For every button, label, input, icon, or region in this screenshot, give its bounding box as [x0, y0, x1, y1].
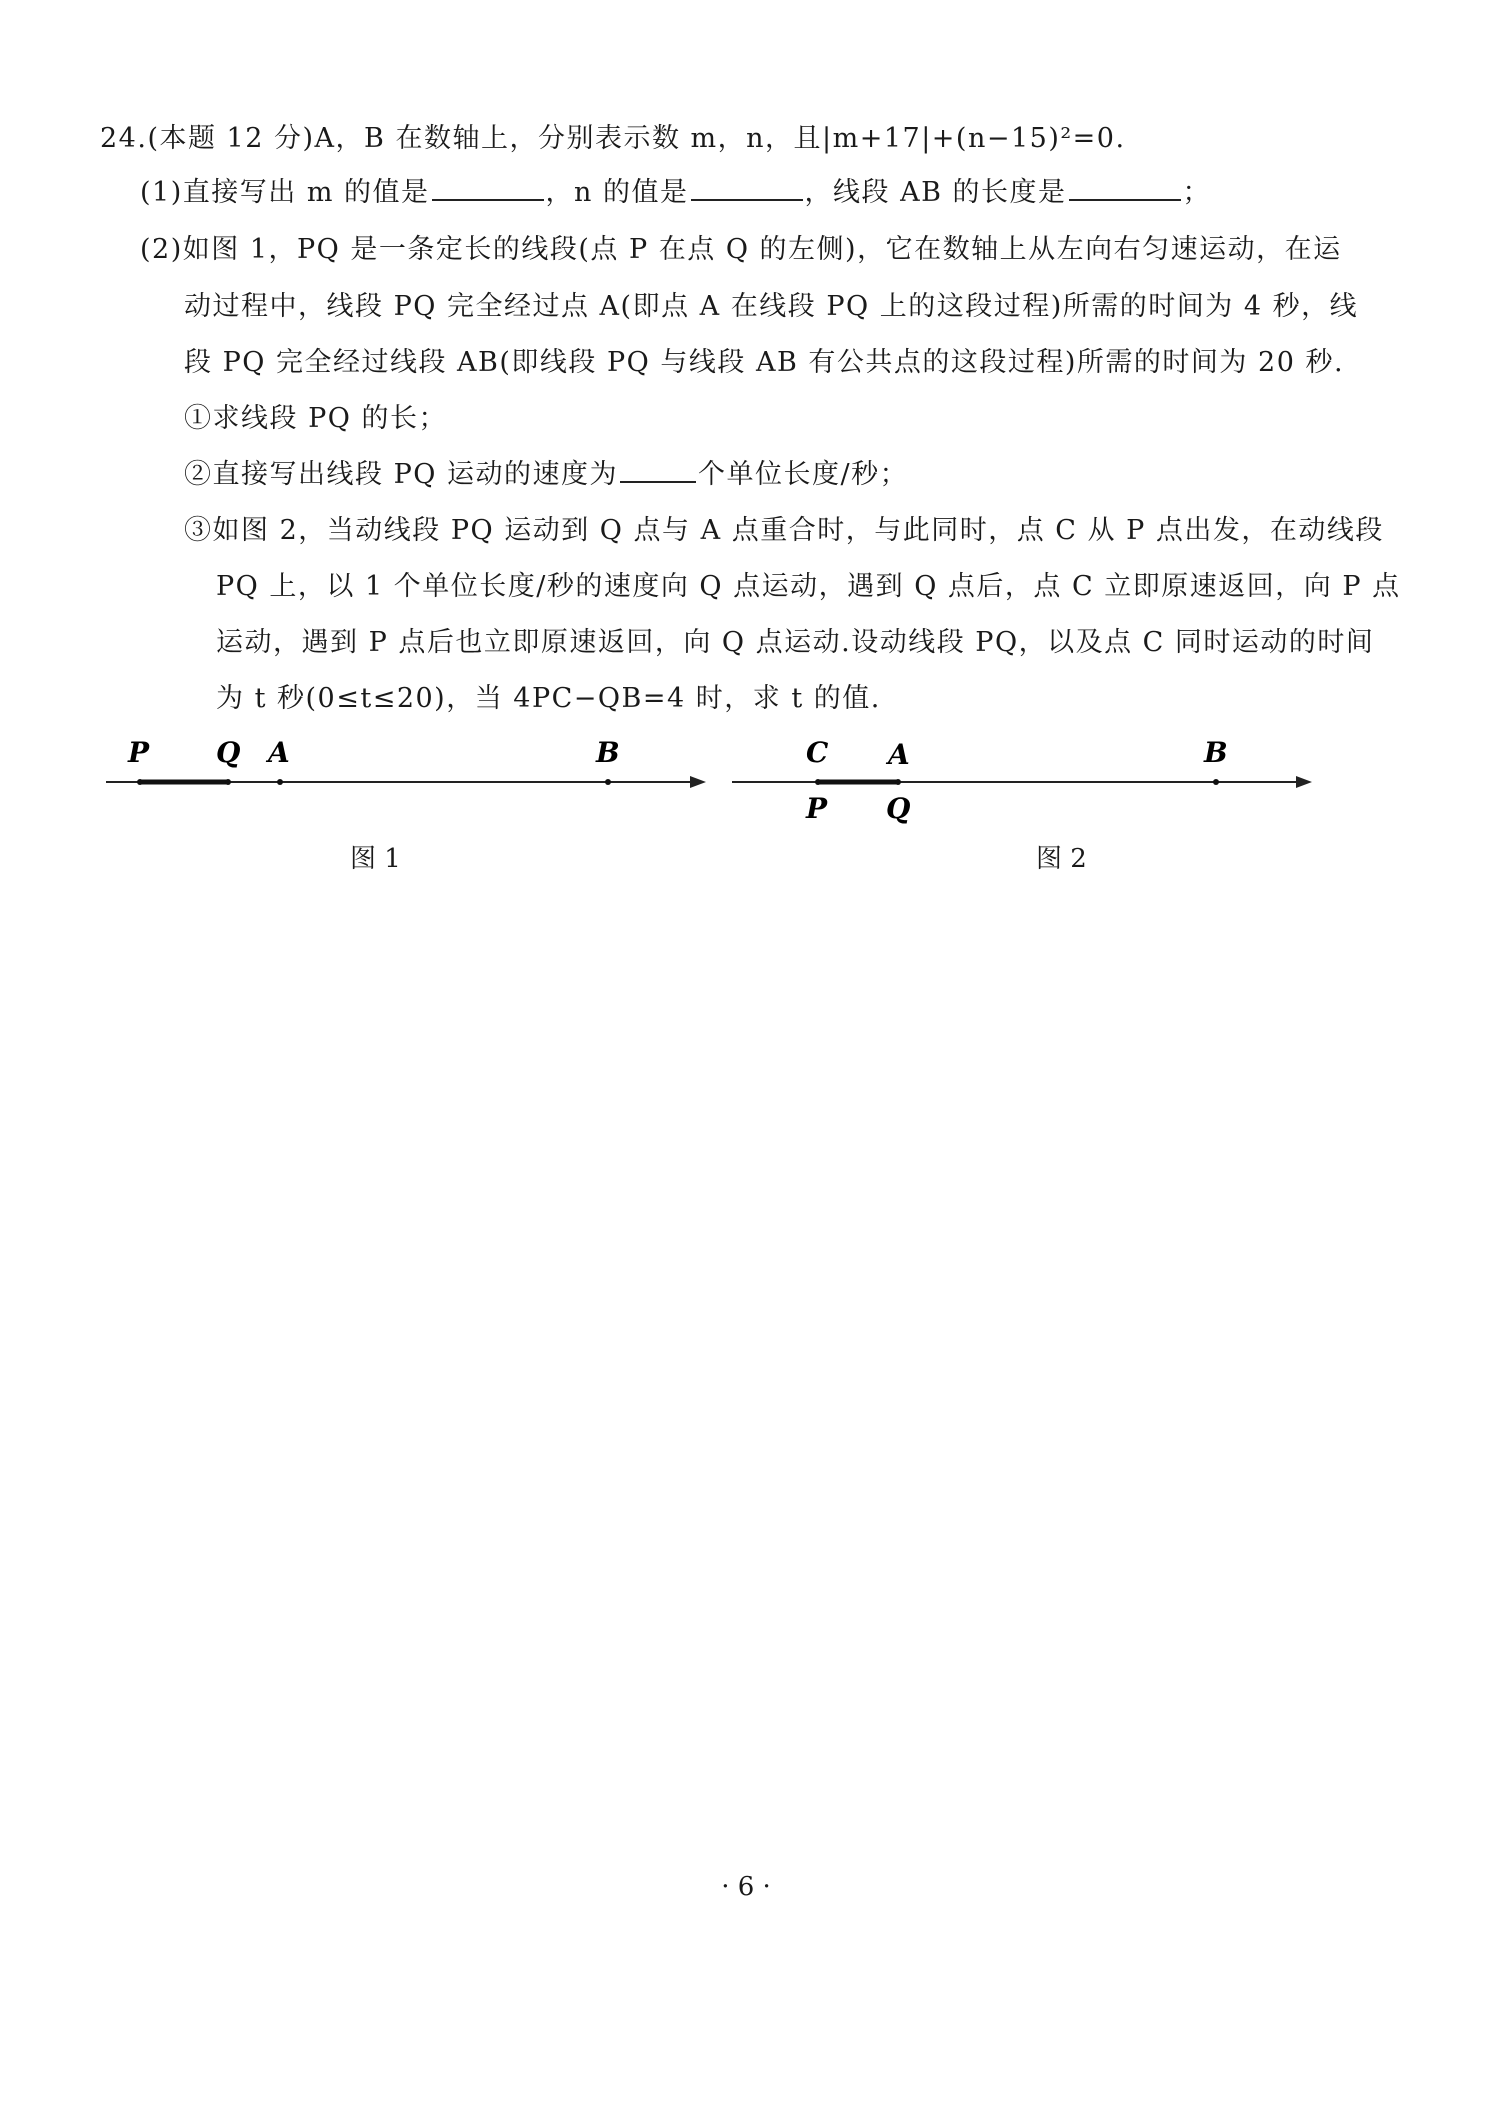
fig2-label-p: P	[806, 792, 828, 825]
page-number: · 6 ·	[721, 1872, 771, 1902]
part2-line-2	[184, 284, 1358, 323]
fig1-label-q: Q	[216, 736, 241, 769]
sub3-text-1: ③如图 2，当动线段 PQ 运动到 Q 点与 A 点重合时，与此同时，点 C 从 P 点出发，在动线段	[184, 515, 1384, 546]
fig1-label-a: A	[268, 736, 290, 769]
fig1-point-q	[225, 779, 231, 785]
part1-line	[140, 170, 1211, 209]
sub2-text-b: 个单位长度/秒；	[697, 459, 909, 490]
figure-1-caption: 图 1	[350, 844, 401, 874]
figure-2-number-line	[726, 730, 1326, 830]
part2-text-1: (2)如图 1，PQ 是一条定长的线段(点 P 在点 Q 的左侧)，它在数轴上从左向右匀速运动，在运	[140, 234, 1342, 265]
part1-text-c: ，线段 AB 的长度是	[804, 177, 1067, 208]
fig1-label-b: B	[596, 736, 620, 769]
fig1-point-p	[137, 779, 143, 785]
sub1-text: ①求线段 PQ 的长；	[184, 403, 447, 434]
part2-line-3	[184, 340, 1344, 379]
sub2-line	[184, 452, 908, 491]
fig1-point-b	[605, 779, 611, 785]
sub3-line-4	[216, 676, 881, 715]
sub3-text-4: 为 t 秒(0≤t≤20)，当 4PC−QB=4 时，求 t 的值.	[216, 683, 881, 714]
fig2-label-b: B	[1204, 736, 1228, 769]
fig1-label-p: P	[128, 736, 150, 769]
fig2-arrow-head	[1296, 776, 1312, 788]
blank-speed	[620, 457, 696, 483]
sub1-line	[184, 396, 447, 435]
fig1-point-a	[277, 779, 283, 785]
question-header	[100, 116, 1126, 155]
fig2-label-c: C	[806, 736, 829, 769]
fig2-point-q	[895, 779, 901, 785]
blank-n	[691, 175, 803, 201]
fig2-point-b	[1213, 779, 1219, 785]
part2-text-3: 段 PQ 完全经过线段 AB(即线段 PQ 与线段 AB 有公共点的这段过程)所需的时间为 20 秒.	[184, 347, 1345, 378]
sub3-text-3: 运动，遇到 P 点后也立即原速返回，向 Q 点运动.设动线段 PQ，以及点 C 同时运动的时间	[216, 627, 1375, 658]
blank-m	[432, 175, 544, 201]
sub3-line-2	[216, 564, 1401, 603]
sub2-text-a: ②直接写出线段 PQ 运动的速度为	[184, 459, 618, 490]
fig2-label-q: Q	[886, 792, 911, 825]
part1-text-b: ，n 的值是	[545, 177, 689, 208]
blank-ab	[1069, 175, 1181, 201]
fig2-point-p	[815, 779, 821, 785]
part1-text-a: (1)直接写出 m 的值是	[140, 177, 430, 208]
part2-text-2: 动过程中，线段 PQ 完全经过点 A(即点 A 在线段 PQ 上的这段过程)所需的时间为 4 秒，线	[184, 291, 1359, 322]
fig2-label-a: A	[888, 738, 910, 771]
sub3-line-3	[216, 620, 1374, 659]
figure-1-number-line	[100, 730, 720, 820]
fig1-arrow-head	[690, 776, 706, 788]
part2-line-1	[140, 227, 1342, 266]
sub3-text-2: PQ 上，以 1 个单位长度/秒的速度向 Q 点运动，遇到 Q 点后，点 C 立即原速返回，向 P 点	[216, 571, 1401, 602]
sub3-line-1	[184, 508, 1384, 547]
figure-2-caption: 图 2	[1036, 844, 1087, 874]
part1-text-d: ；	[1182, 177, 1212, 208]
question-header-text: 24.(本题 12 分)A，B 在数轴上，分别表示数 m，n，且|m+17|+(n−15)²=0.	[100, 123, 1126, 154]
